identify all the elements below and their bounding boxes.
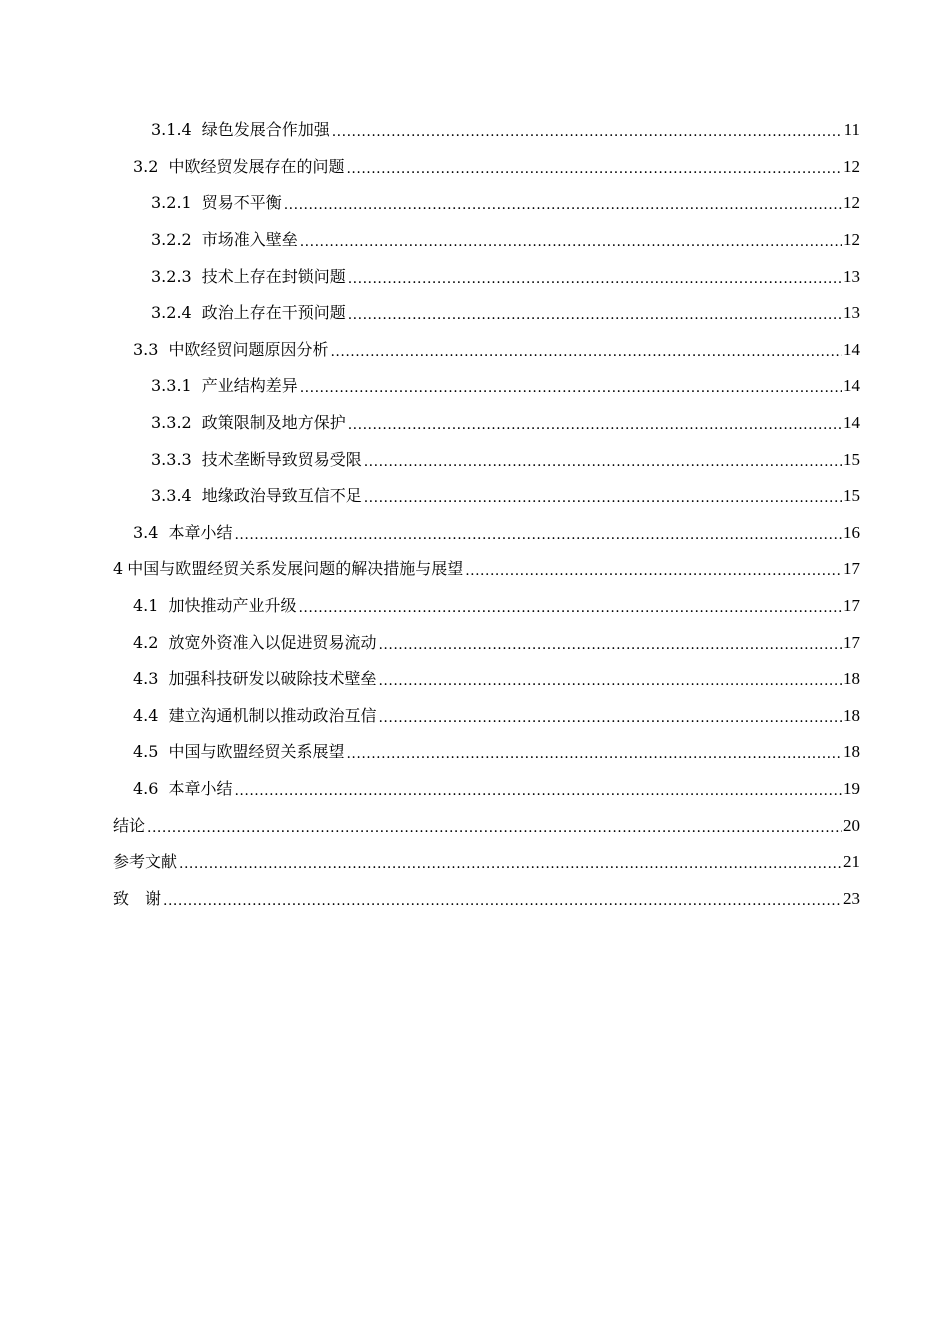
toc-entry-heading bbox=[151, 413, 347, 433]
toc-page-number: 21 bbox=[843, 852, 860, 872]
toc-dot-leader bbox=[330, 342, 842, 362]
toc-entry[interactable] bbox=[113, 149, 860, 186]
toc-entry-title: 产业结构差异 bbox=[201, 376, 298, 396]
toc-dot-leader bbox=[348, 415, 842, 435]
toc-dot-leader bbox=[179, 854, 842, 874]
toc-entry-title: 结论 bbox=[113, 815, 146, 835]
toc-entry-heading bbox=[151, 450, 363, 470]
toc-entry-title: 市场准入壁垒 bbox=[201, 230, 298, 250]
toc-entry-title: 参考文献 bbox=[113, 852, 178, 872]
table-of-contents bbox=[113, 112, 860, 917]
toc-entry-number: 3.2 bbox=[133, 156, 159, 176]
toc-entry-title: 建立沟通机制以推动政治互信 bbox=[168, 705, 377, 725]
toc-entry-heading bbox=[151, 267, 347, 287]
toc-page-number: 20 bbox=[843, 815, 860, 835]
toc-entry[interactable] bbox=[113, 844, 860, 881]
toc-dot-leader bbox=[364, 488, 842, 508]
toc-entry[interactable] bbox=[113, 332, 860, 369]
toc-entry-title: 本章小结 bbox=[168, 522, 233, 542]
toc-dot-leader bbox=[284, 195, 842, 215]
toc-dot-leader bbox=[378, 708, 842, 728]
toc-dot-leader bbox=[346, 159, 842, 179]
toc-entry-heading bbox=[113, 889, 162, 909]
toc-entry-number: 3.3.3 bbox=[151, 449, 192, 469]
toc-entry-title: 贸易不平衡 bbox=[201, 193, 282, 213]
toc-entry-heading bbox=[133, 742, 345, 762]
toc-page-number: 18 bbox=[843, 742, 860, 762]
toc-entry-title: 政治上存在干预问题 bbox=[201, 303, 346, 323]
toc-entry-heading bbox=[151, 303, 347, 323]
toc-page-number: 12 bbox=[843, 230, 860, 250]
toc-page-number: 13 bbox=[843, 303, 860, 323]
toc-entry-number: 3.4 bbox=[133, 522, 159, 542]
toc-entry-title: 中国与欧盟经贸关系发展问题的解决措施与展望 bbox=[127, 559, 464, 579]
toc-entry-title: 本章小结 bbox=[168, 778, 233, 798]
toc-page-number: 14 bbox=[843, 376, 860, 396]
toc-entry-title: 技术上存在封锁问题 bbox=[201, 266, 346, 286]
toc-entry-title: 绿色发展合作加强 bbox=[201, 120, 330, 140]
toc-entry[interactable] bbox=[113, 295, 860, 332]
toc-page-number: 14 bbox=[843, 413, 860, 433]
toc-entry-heading bbox=[133, 340, 329, 360]
toc-entry-number: 3.2.3 bbox=[151, 266, 192, 286]
toc-entry-heading bbox=[133, 523, 233, 543]
toc-dot-leader bbox=[348, 305, 842, 325]
toc-entry-number: 4.1 bbox=[133, 596, 159, 616]
toc-entry-number: 4.5 bbox=[133, 742, 159, 762]
toc-entry-heading bbox=[133, 157, 345, 177]
toc-page-number: 17 bbox=[843, 596, 860, 616]
toc-dot-leader bbox=[300, 232, 842, 252]
toc-page-number: 19 bbox=[843, 778, 860, 798]
toc-entry-number: 4.4 bbox=[133, 705, 159, 725]
toc-entry-heading bbox=[133, 596, 297, 616]
toc-entry-heading bbox=[113, 559, 464, 579]
toc-entry-title: 中国与欧盟经贸关系展望 bbox=[168, 742, 345, 762]
toc-dot-leader bbox=[234, 781, 842, 801]
toc-entry[interactable] bbox=[113, 222, 860, 259]
toc-page-number: 17 bbox=[843, 632, 860, 652]
toc-page-number: 17 bbox=[843, 559, 860, 579]
toc-entry-number: 4.3 bbox=[133, 669, 159, 689]
toc-entry-title: 致 谢 bbox=[113, 888, 162, 908]
toc-dot-leader bbox=[364, 452, 842, 472]
toc-dot-leader bbox=[378, 635, 842, 655]
toc-entry[interactable] bbox=[113, 112, 860, 149]
toc-entry-heading bbox=[133, 779, 233, 799]
toc-page-number: 18 bbox=[843, 669, 860, 689]
toc-page-number: 16 bbox=[843, 522, 860, 542]
toc-entry-number: 3.2.4 bbox=[151, 303, 192, 323]
toc-entry-title: 放宽外资准入以促进贸易流动 bbox=[168, 632, 377, 652]
toc-entry[interactable] bbox=[113, 698, 860, 735]
toc-entry[interactable] bbox=[113, 588, 860, 625]
toc-dot-leader bbox=[346, 744, 842, 764]
toc-page-number: 15 bbox=[843, 486, 860, 506]
toc-dot-leader bbox=[147, 818, 842, 838]
toc-entry[interactable] bbox=[113, 368, 860, 405]
toc-dot-leader bbox=[332, 122, 843, 142]
toc-entry-title: 中欧经贸问题原因分析 bbox=[168, 339, 329, 359]
toc-entry[interactable] bbox=[113, 258, 860, 295]
toc-entry-number: 4.6 bbox=[133, 778, 159, 798]
toc-entry-heading bbox=[113, 852, 178, 872]
toc-entry[interactable] bbox=[113, 734, 860, 771]
toc-page-number: 11 bbox=[843, 120, 860, 140]
toc-entry[interactable] bbox=[113, 478, 860, 515]
toc-entry-number: 3.2.1 bbox=[151, 193, 192, 213]
toc-page-number: 14 bbox=[843, 339, 860, 359]
toc-entry-heading bbox=[151, 376, 299, 396]
toc-dot-leader bbox=[348, 269, 842, 289]
toc-entry-number: 3.3.4 bbox=[151, 486, 192, 506]
toc-entry-heading bbox=[133, 633, 377, 653]
toc-dot-leader bbox=[298, 598, 842, 618]
toc-entry[interactable] bbox=[113, 551, 860, 588]
toc-entry-number: 4.2 bbox=[133, 632, 159, 652]
toc-entry-heading bbox=[113, 816, 146, 836]
toc-entry-heading bbox=[133, 706, 377, 726]
toc-entry-heading bbox=[133, 669, 377, 689]
toc-entry-title: 中欧经贸发展存在的问题 bbox=[168, 156, 345, 176]
toc-entry[interactable] bbox=[113, 185, 860, 222]
toc-page-number: 23 bbox=[843, 888, 860, 908]
toc-entry[interactable] bbox=[113, 515, 860, 552]
toc-dot-leader bbox=[163, 891, 842, 911]
toc-page-number: 12 bbox=[843, 193, 860, 213]
toc-entry-number: 3.3 bbox=[133, 339, 159, 359]
toc-page-number: 13 bbox=[843, 266, 860, 286]
toc-entry-number: 3.1.4 bbox=[151, 120, 192, 140]
toc-entry[interactable] bbox=[113, 405, 860, 442]
toc-dot-leader bbox=[465, 561, 842, 581]
toc-entry-title: 加强科技研发以破除技术壁垒 bbox=[168, 669, 377, 689]
toc-entry-heading bbox=[151, 230, 299, 250]
toc-entry[interactable] bbox=[113, 661, 860, 698]
toc-page-number: 12 bbox=[843, 156, 860, 176]
toc-entry[interactable] bbox=[113, 441, 860, 478]
toc-entry-number: 4 bbox=[113, 559, 124, 579]
toc-entry-number: 3.3.1 bbox=[151, 376, 192, 396]
toc-entry-title: 技术垄断导致贸易受限 bbox=[201, 449, 362, 469]
toc-page-number: 18 bbox=[843, 705, 860, 725]
toc-page-number: 15 bbox=[843, 449, 860, 469]
toc-entry-title: 政策限制及地方保护 bbox=[201, 413, 346, 433]
toc-entry[interactable] bbox=[113, 624, 860, 661]
toc-dot-leader bbox=[234, 525, 842, 545]
toc-entry-number: 3.3.2 bbox=[151, 413, 192, 433]
toc-dot-leader bbox=[300, 378, 842, 398]
toc-entry[interactable] bbox=[113, 807, 860, 844]
toc-entry-heading bbox=[151, 120, 331, 140]
toc-entry-title: 地缘政治导致互信不足 bbox=[201, 486, 362, 506]
toc-entry-heading bbox=[151, 193, 283, 213]
toc-dot-leader bbox=[378, 671, 842, 691]
toc-entry[interactable] bbox=[113, 880, 860, 917]
toc-entry[interactable] bbox=[113, 771, 860, 808]
toc-entry-heading bbox=[151, 486, 363, 506]
toc-entry-number: 3.2.2 bbox=[151, 230, 192, 250]
toc-entry-title: 加快推动产业升级 bbox=[168, 596, 297, 616]
